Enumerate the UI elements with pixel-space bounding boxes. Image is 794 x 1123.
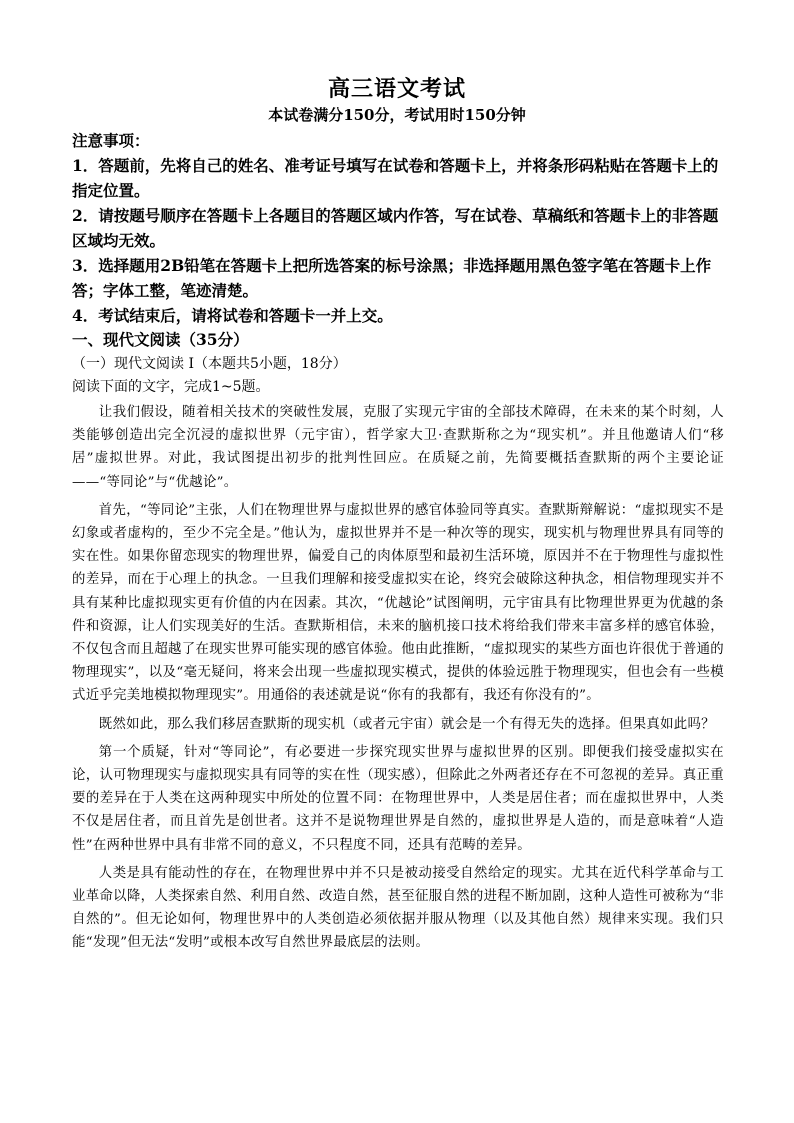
page-title: 高三语文考试 bbox=[327, 76, 466, 102]
exam-subtitle: 本试卷满分150分，考试用时150分钟 bbox=[268, 106, 526, 124]
reading-passage bbox=[72, 401, 724, 960]
passage-paragraph: 首先，“等同论”主张，人们在物理世界与虚拟世界的感官体验同等真实。查默斯辩解说：“虚拟现实不是幻象或者虚构的，至少不完全是。”他认为，虚拟世界并不是一种次等的现实，现实机与物理世界具有同等的实在性。如果你留恋现实的物理世界，偏爱自己的肉体原型和最初生活环境，原因并不在于物理性与虚拟性的差异，而在于心理上的执念。一旦我们理解和接受虚拟实在论，终究会破除这种执念，相信物理现实并不具有某种比虚拟现实更有价值的内在因素。其次，“优越论”试图阐明，元宇宙具有比物理世界更为优越的条件和资源，让人们实现美好的生活。查默斯相信，未来的脑机接口技术将给我们带来丰富多样的感官体验，不仅包含而且超越了在现实世界可能实现的感官体验。他由此推断，“虚拟现实的某些方面也许很优于普通的物理现实”，以及“毫无疑问，将来会出现一些虚拟现实模式，提供的体验远胜于物理现实，但也会有一些模式近乎完美地模拟物理现实”。用通俗的表述就是说“你有的我都有，我还有你没有的”。 bbox=[72, 502, 724, 704]
passage-paragraph: 既然如此，那么我们移居查默斯的现实机（或者元宇宙）就会是一个有得无失的选择。但果真如此吗？ bbox=[98, 716, 715, 732]
passage-paragraph: 让我们假设，随着相关技术的突破性发展，克服了实现元宇宙的全部技术障碍，在未来的某个时刻，人类能够创造出完全沉浸的虚拟世界（元宇宙），哲学家大卫·查默斯称之为“现实机”。并且他邀请人们“移居”虚拟世界。对此，我试图提出初步的批判性回应。在质疑之前，先简要概括查默斯的两个主要论证——“等同论”与“优越论”。 bbox=[72, 405, 724, 490]
notice-list bbox=[72, 153, 724, 328]
notice-item: 3．选择题用2B铅笔在答题卡上把所选答案的标号涂黑；非选择题用黑色签字笔在答题卡上作答；字体工整，笔迹清楚。 bbox=[72, 256, 712, 300]
notice-item: 1．答题前，先将自己的姓名、准考证号填写在试卷和答题卡上，并将条形码粘贴在答题卡上的指定位置。 bbox=[72, 156, 719, 200]
section-subheading: （一）现代文阅读 I（本题共5小题，18分） bbox=[72, 356, 347, 372]
reading-instruction: 阅读下面的文字，完成1~5题。 bbox=[72, 379, 270, 395]
notice-item: 4．考试结束后，请将试卷和答题卡一并上交。 bbox=[72, 306, 393, 325]
notice-item: 2．请按题号顺序在答题卡上各题目的答题区域内作答，写在试卷、草稿纸和答题卡上的非答题区域均无效。 bbox=[72, 206, 719, 250]
passage-paragraph: 第一个质疑，针对“等同论”，有必要进一步探究现实世界与虚拟世界的区别。即便我们接受虚拟实在论，认可物理现实与虚拟现实具有同等的实在性（现实感），但除此之外两者还存在不可忽视的差异。真正重要的差异在于人类在这两种现实中所处的位置不同：在物理世界中，人类是居住者；而在虚拟世界中，人类不仅是居住者，而且首先是创世者。这并不是说物理世界是自然的，虚拟世界是人造的，而是意味着“人造性”在两种世界中具有非常不同的意义，不只程度不同，还具有范畴的差异。 bbox=[72, 744, 724, 853]
section-heading: 一、现代文阅读（35分） bbox=[72, 330, 249, 349]
passage-paragraph: 人类是具有能动性的存在，在物理世界中并不只是被动接受自然给定的现实。尤其在近代科学革命与工业革命以降，人类探索自然、利用自然、改造自然，甚至征服自然的进程不断加剧，这种人造性可被称为“非自然的”。但无论如何，物理世界中的人类创造必须依据并服从物理（以及其他自然）规律来实现。我们只能“发现”但无法“发明”或根本改写自然世界最底层的法则。 bbox=[72, 865, 724, 951]
notice-heading: 注意事项： bbox=[72, 131, 150, 150]
